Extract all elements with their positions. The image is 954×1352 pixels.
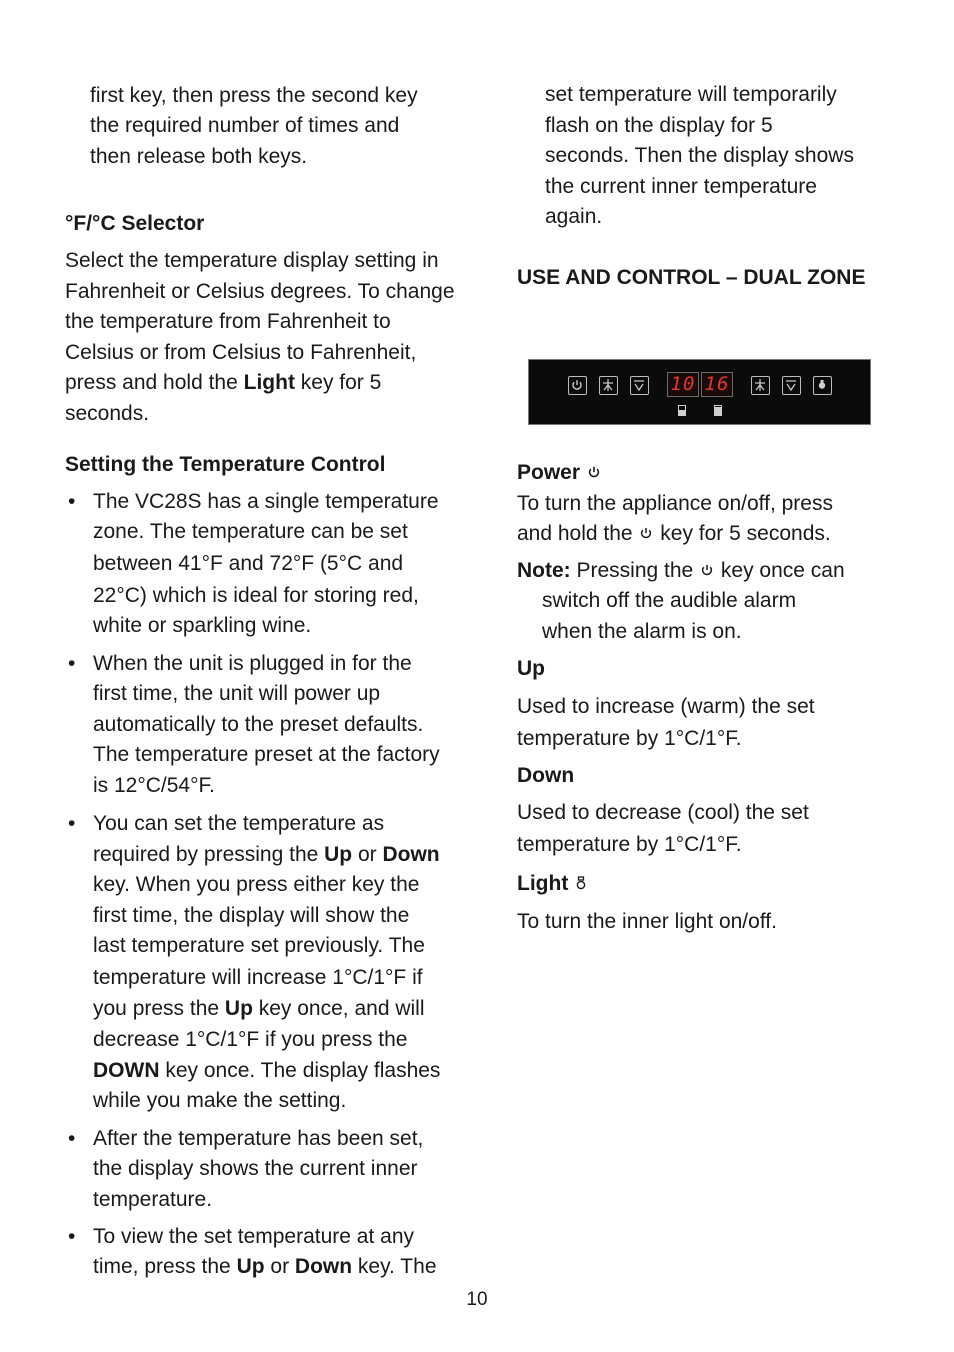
note-line: when the alarm is on. bbox=[542, 620, 742, 643]
up-icon bbox=[751, 376, 770, 395]
selector-body-line: the temperature from Fahrenheit to bbox=[65, 310, 391, 333]
bullet-marker: • bbox=[68, 652, 76, 675]
note-line: switch off the audible alarm bbox=[542, 589, 797, 612]
power-icon bbox=[638, 520, 654, 551]
intro-line: flash on the display for 5 bbox=[545, 114, 773, 137]
bullet-line: between 41°F and 72°F (5°C and bbox=[93, 552, 404, 575]
bullet-line: 22°C) which is ideal for storing red, bbox=[93, 584, 419, 607]
bullet-line: last temperature set previously. The bbox=[93, 934, 425, 957]
intro-line: the required number of times and bbox=[90, 114, 400, 137]
bullet-line: while you make the setting. bbox=[93, 1089, 347, 1112]
intro-line: set temperature will temporarily bbox=[545, 83, 837, 106]
bullet-line: key. When you press either key the bbox=[93, 873, 420, 896]
down-icon bbox=[630, 376, 649, 395]
intro-line: first key, then press the second key bbox=[90, 84, 418, 107]
control-panel-image bbox=[528, 359, 871, 425]
bullet-line: zone. The temperature can be set bbox=[93, 520, 408, 543]
bullet-line: white or sparkling wine. bbox=[93, 614, 312, 637]
bullet-line: You can set the temperature as bbox=[93, 812, 385, 835]
bullet-line: you press the Up key once, and will bbox=[93, 997, 425, 1020]
bullet-marker: • bbox=[68, 1225, 76, 1248]
bullet-line: first time, the display will show the bbox=[93, 904, 410, 927]
zone-upper-icon bbox=[678, 405, 686, 416]
bullet-line: temperature. bbox=[93, 1188, 213, 1211]
note-line: Note: Pressing the key once can bbox=[517, 555, 845, 588]
up-heading: Up bbox=[517, 657, 545, 680]
down-body-line: temperature by 1°C/1°F. bbox=[517, 833, 742, 856]
setting-heading: Setting the Temperature Control bbox=[65, 453, 386, 476]
up-icon bbox=[599, 376, 618, 395]
bullet-line: first time, the unit will power up bbox=[93, 682, 381, 705]
display-left: 10 bbox=[667, 372, 699, 397]
down-body-line: Used to decrease (cool) the set bbox=[517, 801, 809, 824]
bullet-line: time, press the Up or Down key. The bbox=[93, 1255, 437, 1278]
power-heading: Power bbox=[517, 457, 602, 490]
intro-line: the current inner temperature bbox=[545, 175, 817, 198]
bullet-marker: • bbox=[68, 812, 76, 835]
bullet-line: is 12°C/54°F. bbox=[93, 774, 215, 797]
down-heading: Down bbox=[517, 764, 575, 787]
power-icon bbox=[586, 459, 602, 490]
selector-body-line: Select the temperature display setting in bbox=[65, 249, 439, 272]
intro-line: then release both keys. bbox=[90, 145, 308, 168]
up-body-line: temperature by 1°C/1°F. bbox=[517, 727, 742, 750]
bullet-line: To view the set temperature at any bbox=[93, 1225, 414, 1248]
selector-body-line: Celsius or from Celsius to Fahrenheit, bbox=[65, 341, 417, 364]
bullet-line: temperature will increase 1°C/1°F if bbox=[93, 966, 423, 989]
page-number: 10 bbox=[466, 1289, 488, 1310]
bullet-line: automatically to the preset defaults. bbox=[93, 713, 424, 736]
bullet-line: When the unit is plugged in for the bbox=[93, 652, 412, 675]
bullet-marker: • bbox=[68, 490, 76, 513]
selector-body-line: Fahrenheit or Celsius degrees. To change bbox=[65, 280, 455, 303]
bullet-line: the display shows the current inner bbox=[93, 1157, 418, 1180]
bullet-line: required by pressing the Up or Down bbox=[93, 843, 440, 866]
power-icon bbox=[568, 376, 587, 395]
intro-line: seconds. Then the display shows bbox=[545, 144, 854, 167]
bullet-line: The temperature preset at the factory bbox=[93, 743, 440, 766]
intro-line: again. bbox=[545, 205, 603, 228]
light-heading: Light bbox=[517, 868, 588, 901]
bullet-line: decrease 1°C/1°F if you press the bbox=[93, 1028, 408, 1051]
bullet-marker: • bbox=[68, 1127, 76, 1150]
light-icon bbox=[813, 376, 832, 395]
display-right: 16 bbox=[701, 372, 733, 397]
zone-lower-icon bbox=[714, 405, 722, 416]
power-body-line: and hold the key for 5 seconds. bbox=[517, 518, 831, 551]
up-body-line: Used to increase (warm) the set bbox=[517, 695, 815, 718]
power-body-line: To turn the appliance on/off, press bbox=[517, 492, 833, 515]
power-icon bbox=[699, 557, 715, 588]
selector-heading: °F/°C Selector bbox=[65, 212, 205, 235]
bullet-line: The VC28S has a single temperature bbox=[93, 490, 439, 513]
light-icon bbox=[574, 870, 588, 901]
selector-body-line: seconds. bbox=[65, 402, 150, 425]
selector-body-line: press and hold the Light key for 5 bbox=[65, 371, 382, 394]
down-icon bbox=[782, 376, 801, 395]
section-heading: USE AND CONTROL – DUAL ZONE bbox=[517, 266, 866, 289]
light-body-line: To turn the inner light on/off. bbox=[517, 910, 777, 933]
bullet-line: DOWN key once. The display flashes bbox=[93, 1059, 441, 1082]
bullet-line: After the temperature has been set, bbox=[93, 1127, 424, 1150]
